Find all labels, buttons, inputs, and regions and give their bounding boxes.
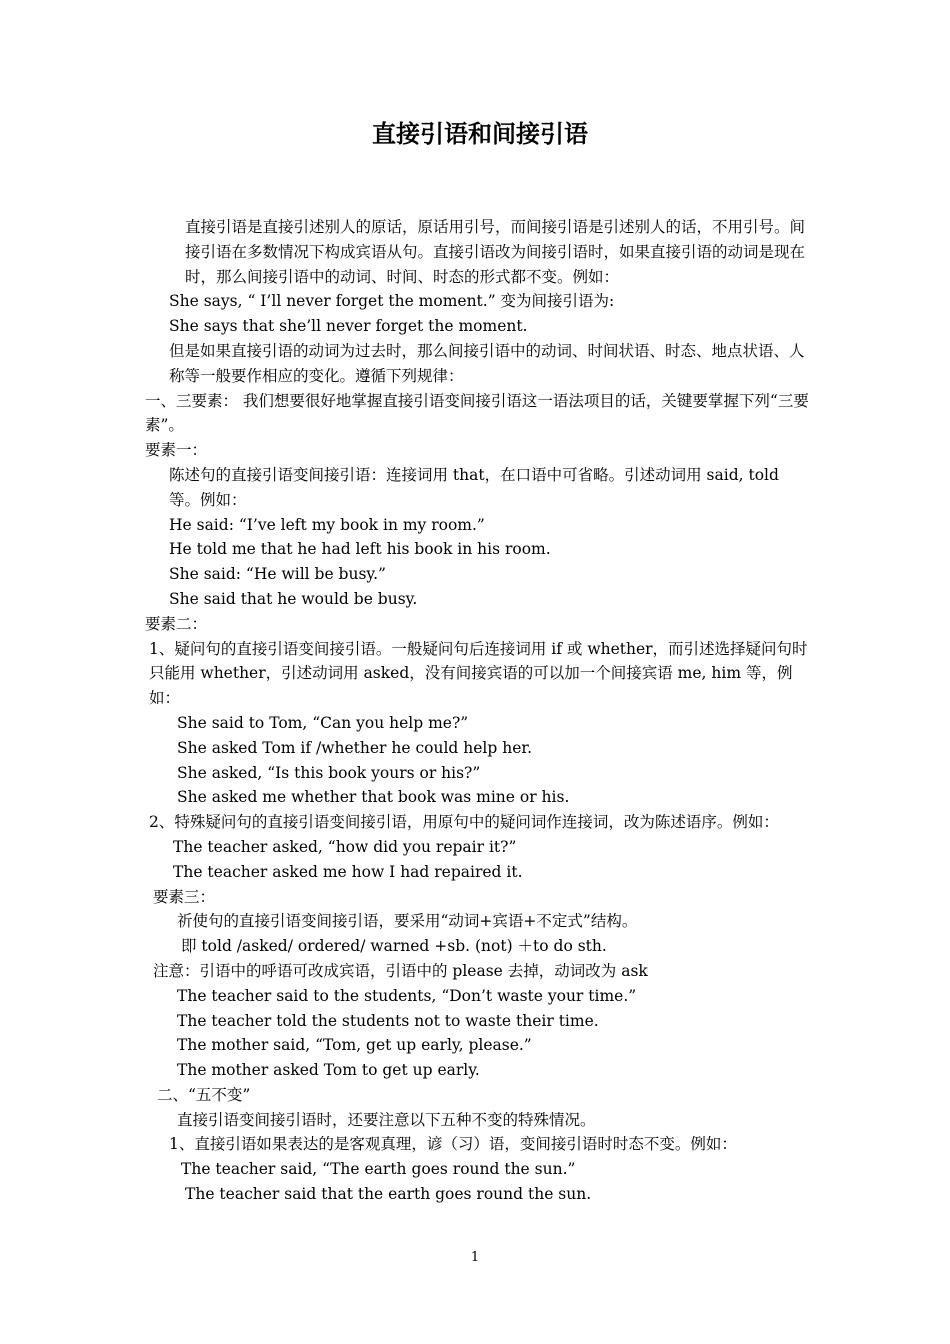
- paragraph-line: The mother asked Tom to get up early.: [177, 1061, 480, 1080]
- paragraph-line: She said to Tom, “Can you help me?”: [177, 713, 469, 732]
- paragraph-line: 要素一：: [145, 441, 208, 460]
- paragraph-line: 注意：引语中的呼语可改成宾语，引语中的 please 去掉，动词改为 ask: [153, 961, 648, 980]
- paragraph-line: 1、疑问句的直接引语变间接引语。一般疑问句后连接词用 if 或 whether，而引述选择疑问句时只能用 whether，引述动词用 asked，没有间接宾语的可以加一个间接宾语 me, him 等，例如：: [149, 639, 808, 708]
- paragraph-line: 二、“五不变”: [157, 1085, 251, 1104]
- paragraph-line: She said that he would be busy.: [169, 589, 418, 608]
- paragraph-line: She asked me whether that book was mine or his.: [177, 788, 570, 807]
- paragraph-line: The teacher asked me how I had repaired it.: [173, 862, 523, 881]
- paragraph-line: She says, “ I’ll never forget the moment.” 变为间接引语为:: [169, 292, 615, 311]
- paragraph-line: 要素二：: [145, 614, 208, 633]
- paragraph-line: She asked, “Is this book yours or his?”: [177, 763, 481, 782]
- paragraph-line: 2、特殊疑问句的直接引语变间接引语，用原句中的疑问词作连接词，改为陈述语序。例如：: [149, 813, 779, 832]
- page-number: 1: [470, 1250, 480, 1265]
- paragraph-line: 1、直接引语如果表达的是客观真理，谚（习）语，变间接引语时时态不变。例如：: [169, 1135, 737, 1154]
- paragraph-line: 祈使句的直接引语变间接引语，要采用“动词+宾语+不定式”结构。: [177, 912, 638, 931]
- paragraph-line: 但是如果直接引语的动词为过去时，那么间接引语中的动词、时间状语、时态、地点状语、人称等一般要作相应的变化。遵循下列规律：: [169, 341, 805, 385]
- paragraph-line: The teacher said, “The earth goes round the sun.”: [181, 1160, 576, 1179]
- paragraph-line: The teacher said to the students, “Don’t waste your time.”: [177, 986, 637, 1005]
- paragraph-line: The teacher asked, “how did you repair it?”: [173, 837, 517, 856]
- paragraph-line: The teacher told the students not to waste their time.: [177, 1011, 599, 1030]
- paragraph-line: 陈述句的直接引语变间接引语：连接词用 that，在口语中可省略。引述动词用 said, told 等。例如：: [169, 465, 779, 509]
- paragraph-line: 即 told /asked/ ordered/ warned +sb. (not) ＋to do sth.: [181, 937, 607, 956]
- paragraph-line: 一、三要素： 我们想要很好地掌握直接引语变间接引语这一语法项目的话，关键要掌握下列“三要素”。: [145, 391, 809, 435]
- paragraph-line: 直接引语变间接引语时，还要注意以下五种不变的特殊情况。: [177, 1110, 596, 1129]
- paragraph-line: He said: “I’ve left my book in my room.”: [169, 515, 485, 534]
- paragraph-line: 直接引语是直接引述别人的原话，原话用引号，而间接引语是引述别人的话，不用引号。间接引语在多数情况下构成宾语从句。直接引语改为间接引语时，如果直接引语的动词是现在时，那么间接引语中的动词、时间、时态的形式都不变。例如：: [185, 218, 806, 286]
- paragraph-line: She said: “He will be busy.”: [169, 565, 386, 584]
- document-title: 直接引语和间接引语: [372, 120, 588, 148]
- paragraph-line: He told me that he had left his book in his room.: [169, 540, 551, 559]
- paragraph-line: 要素三：: [153, 887, 216, 906]
- document-body: [145, 215, 813, 1207]
- paragraph-line: The teacher said that the earth goes round the sun.: [185, 1185, 592, 1204]
- paragraph-line: She says that she’ll never forget the moment.: [169, 317, 528, 336]
- paragraph-line: She asked Tom if /whether he could help her.: [177, 738, 533, 757]
- paragraph-line: The mother said, “Tom, get up early, please.”: [177, 1036, 532, 1055]
